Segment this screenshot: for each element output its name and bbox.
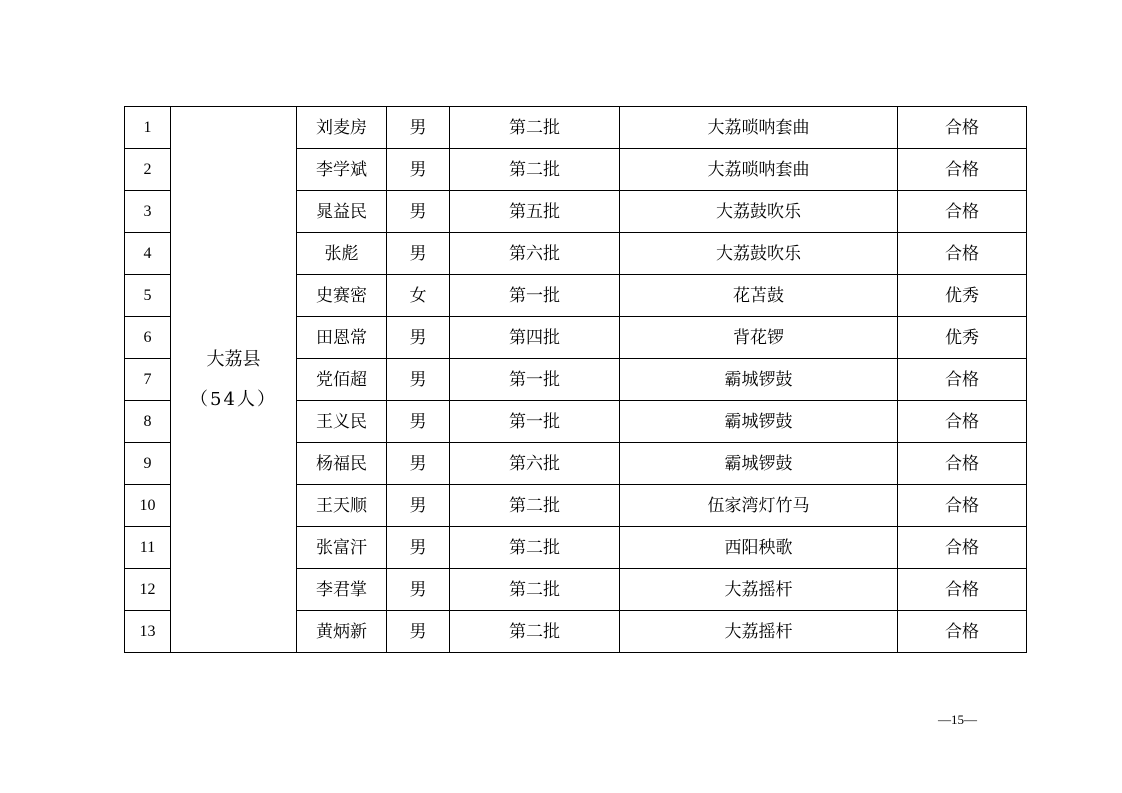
batch: 第一批 (450, 359, 620, 401)
gender: 男 (387, 443, 450, 485)
result: 合格 (898, 569, 1027, 611)
gender: 男 (387, 191, 450, 233)
row-number: 6 (125, 317, 171, 359)
inheritor-name: 王天顺 (297, 485, 387, 527)
batch: 第四批 (450, 317, 620, 359)
batch: 第六批 (450, 443, 620, 485)
inheritor-name: 晁益民 (297, 191, 387, 233)
project: 霸城锣鼓 (620, 443, 898, 485)
project: 西阳秧歌 (620, 527, 898, 569)
result: 合格 (898, 485, 1027, 527)
gender: 男 (387, 359, 450, 401)
project: 大荔唢呐套曲 (620, 107, 898, 149)
inheritor-name: 张富汗 (297, 527, 387, 569)
inheritor-name: 张彪 (297, 233, 387, 275)
batch: 第二批 (450, 149, 620, 191)
row-number: 13 (125, 611, 171, 653)
inheritor-name: 杨福民 (297, 443, 387, 485)
inheritor-name: 王义民 (297, 401, 387, 443)
result: 合格 (898, 401, 1027, 443)
gender: 男 (387, 485, 450, 527)
row-number: 5 (125, 275, 171, 317)
inheritor-name: 田恩常 (297, 317, 387, 359)
batch: 第一批 (450, 401, 620, 443)
row-number: 7 (125, 359, 171, 401)
batch: 第五批 (450, 191, 620, 233)
result: 合格 (898, 443, 1027, 485)
result: 优秀 (898, 317, 1027, 359)
gender: 男 (387, 233, 450, 275)
result: 合格 (898, 233, 1027, 275)
gender: 男 (387, 401, 450, 443)
gender: 男 (387, 149, 450, 191)
batch: 第二批 (450, 107, 620, 149)
gender: 男 (387, 317, 450, 359)
result: 合格 (898, 191, 1027, 233)
row-number: 4 (125, 233, 171, 275)
gender: 男 (387, 569, 450, 611)
inheritor-name: 李学斌 (297, 149, 387, 191)
row-number: 10 (125, 485, 171, 527)
inheritor-name: 黄炳新 (297, 611, 387, 653)
result: 优秀 (898, 275, 1027, 317)
result: 合格 (898, 527, 1027, 569)
result: 合格 (898, 107, 1027, 149)
project: 背花锣 (620, 317, 898, 359)
page-number: —15— (938, 712, 977, 727)
project: 伍家湾灯竹马 (620, 485, 898, 527)
project: 大荔鼓吹乐 (620, 191, 898, 233)
gender: 男 (387, 527, 450, 569)
table-row (125, 107, 1027, 149)
inheritor-name: 李君掌 (297, 569, 387, 611)
inheritors-table (124, 106, 1027, 653)
inheritor-name: 刘麦房 (297, 107, 387, 149)
gender: 男 (387, 611, 450, 653)
row-number: 12 (125, 569, 171, 611)
row-number: 11 (125, 527, 171, 569)
table-body (125, 107, 1027, 653)
project: 大荔摇杆 (620, 611, 898, 653)
row-number: 2 (125, 149, 171, 191)
result: 合格 (898, 359, 1027, 401)
batch: 第二批 (450, 569, 620, 611)
county-cell (171, 107, 297, 653)
gender: 男 (387, 107, 450, 149)
result: 合格 (898, 611, 1027, 653)
project: 霸城锣鼓 (620, 359, 898, 401)
project: 大荔唢呐套曲 (620, 149, 898, 191)
county-name: 大荔县 (206, 348, 261, 370)
batch: 第六批 (450, 233, 620, 275)
batch: 第二批 (450, 611, 620, 653)
row-number: 9 (125, 443, 171, 485)
project: 大荔摇杆 (620, 569, 898, 611)
inheritor-name: 党佰超 (297, 359, 387, 401)
project: 花苫鼓 (620, 275, 898, 317)
row-number: 1 (125, 107, 171, 149)
batch: 第一批 (450, 275, 620, 317)
row-number: 8 (125, 401, 171, 443)
row-number: 3 (125, 191, 171, 233)
batch: 第二批 (450, 527, 620, 569)
project: 霸城锣鼓 (620, 401, 898, 443)
gender: 女 (387, 275, 450, 317)
inheritor-name: 史赛密 (297, 275, 387, 317)
result: 合格 (898, 149, 1027, 191)
county-count: （54人） (190, 388, 277, 410)
project: 大荔鼓吹乐 (620, 233, 898, 275)
batch: 第二批 (450, 485, 620, 527)
